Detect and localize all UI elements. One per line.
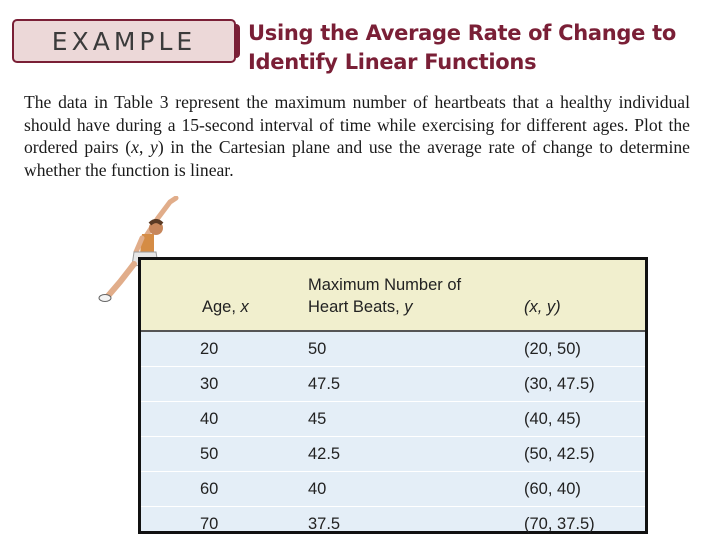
cell-ordered-pair: (20, 50) <box>524 340 581 358</box>
example-badge <box>12 19 236 63</box>
cell-ordered-pair: (70, 37.5) <box>524 515 595 533</box>
cell-ordered-pair: (40, 45) <box>524 410 581 428</box>
table-body <box>141 332 645 541</box>
statement-part-1: The data in Table 3 represent the maximum number of heartbeats that a healthy individual should have during a 15-second interval of time while exercising for different ages. Plot the ordered pairs ( <box>24 92 690 157</box>
heartbeat-table <box>138 257 648 534</box>
cell-age: 30 <box>200 375 219 393</box>
cell-max-heart-beats: 47.5 <box>308 375 341 393</box>
table-row <box>141 507 645 541</box>
cell-max-heart-beats: 42.5 <box>308 445 341 463</box>
cell-max-heart-beats: 45 <box>308 410 327 428</box>
cell-ordered-pair: (60, 40) <box>524 480 581 498</box>
table-row <box>141 437 645 472</box>
max-header-label: Heart Beats, <box>308 298 405 316</box>
max-header-line-1: Maximum Number of <box>308 276 462 294</box>
cell-max-heart-beats: 40 <box>308 480 327 498</box>
cell-age: 40 <box>200 410 219 428</box>
table-header <box>141 260 645 332</box>
max-header-line-2 <box>308 296 508 318</box>
age-header-label: Age, <box>202 298 241 316</box>
badge-accent-bar <box>234 24 240 58</box>
column-header-age <box>202 296 249 318</box>
cell-age: 70 <box>200 515 219 533</box>
example-heading <box>248 19 713 77</box>
cell-age: 20 <box>200 340 219 358</box>
statement-var-x: x <box>131 137 139 157</box>
table-row <box>141 367 645 402</box>
example-badge-label: EXAMPLE <box>51 26 197 56</box>
cell-age: 60 <box>200 480 219 498</box>
cell-ordered-pair: (50, 42.5) <box>524 445 595 463</box>
age-header-var: x <box>240 298 249 316</box>
statement-var-y: y <box>150 137 158 157</box>
table-row <box>141 402 645 437</box>
cell-ordered-pair: (30, 47.5) <box>524 375 595 393</box>
cell-max-heart-beats: 50 <box>308 340 327 358</box>
heading-line-2: Identify Linear Functions <box>248 50 537 74</box>
statement-comma: , <box>138 137 151 157</box>
column-header-ordered-pair <box>524 296 561 318</box>
heading-line-1: Using the Average Rate of Change to <box>248 21 676 45</box>
column-header-max-heart-beats <box>308 274 508 318</box>
cell-max-heart-beats: 37.5 <box>308 515 341 533</box>
statement-part-2: ) in the Cartesian plane and use the average rate of change to determine whether the function is linear. <box>24 137 690 180</box>
problem-statement <box>24 91 690 181</box>
cell-age: 50 <box>200 445 219 463</box>
max-header-var: y <box>404 298 413 316</box>
table-row <box>141 472 645 507</box>
pair-header-label: (x, y) <box>524 298 561 316</box>
table-row <box>141 332 645 367</box>
